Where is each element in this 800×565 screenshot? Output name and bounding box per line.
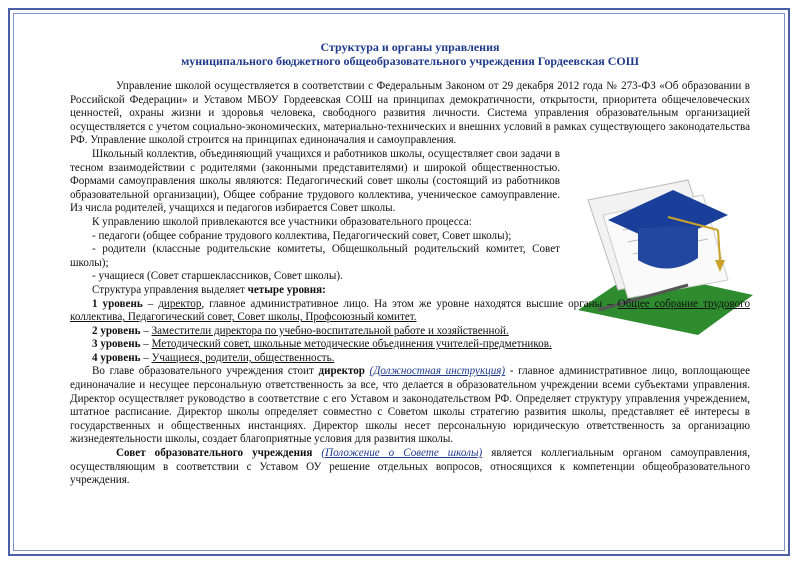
deputies-link[interactable]: Заместители директора по учебно-воспитательной работе и хозяйственной.: [151, 324, 509, 337]
students-item: - учащиеся (Совет старшеклассников, Совет школы).: [92, 270, 343, 283]
participants-paragraph: К управлению школой привлекаются все участники образовательного процесса:: [92, 215, 472, 228]
council-regulation-link[interactable]: (Положение о Совете школы): [321, 447, 483, 460]
council-paragraph: Совет образовательного учреждения (Положение о Совете школы) является коллегиальным органом самоуправления, осуществляющим в соответствии с Уставом ОУ решение отдельных вопросов, относящихся к компетенции общеобразовательного учреждения.: [70, 447, 750, 487]
teachers-item: - педагоги (общее собрание трудового коллектива, Педагогический совет, Совет школы);: [92, 229, 512, 242]
page-title: [70, 40, 750, 68]
title-line-1: Структура и органы управления: [320, 40, 500, 54]
four-levels: четыре уровня:: [247, 283, 326, 296]
job-description-link[interactable]: (Должностная инструкция): [369, 365, 506, 378]
director-link[interactable]: директор: [158, 297, 202, 310]
structure-line: Структура управления выделяет четыре уровня:: [92, 283, 326, 296]
collective-paragraph: Школьный коллектив, объединяющий учащихся и работников школы, осуществляет свои задачи в тесном взаимодействии с родителями (законными представителями) и широкой общественностью. Формами самоуправления школы являются: Педагогический совет школы (состоящий из работников образовательной организации), Общее собрание трудового коллектива, ученическое самоуправление. Из числа родителей, учащихся и педагогов избирается Совет школы.: [70, 147, 560, 215]
level-4: 4 уровень – Учащиеся, родители, общественность.: [92, 351, 335, 364]
methodical-council-link[interactable]: Методический совет, школьные методические объединения учителей-предметников.: [151, 338, 552, 351]
intro-paragraph: Управление школой осуществляется в соответствии с Федеральным Законом от 29 декабря 2012 года № 273-ФЗ «Об образовании в Российской Федерации» и Уставом МБОУ Гордеевская СОШ на принципах демократичности, открытости, приоритета общечеловеческих ценностей, охраны жизни и здоровья человека, свободного развития личности. Система управления образовательным организацией осуществляется с учетом социально-экономических, материально-технических и внешних условий в рамках существующего законодательства РФ. Управление школой строится на принципах единоначалия и самоуправления.: [70, 80, 750, 147]
title-line-2: муниципального бюджетного общеобразовательного учреждения Гордеевская СОШ: [181, 54, 639, 68]
level-2: 2 уровень – Заместители директора по учебно-воспитательной работе и хозяйственной.: [92, 324, 509, 337]
students-parents-link[interactable]: Учащиеся, родители, общественность.: [151, 351, 335, 364]
level-1-bodies-link[interactable]: Общее собрание трудового коллектива, Педагогический совет, Совет школы, Профсоюзный комитет.: [70, 297, 751, 324]
level-1: 1 уровень – директор, главное административное лицо. На этом же уровне находятся высшие органы – Общее собрание трудового коллектива, Педагогический совет, Совет школы, Профсоюзный комитет.: [70, 297, 751, 324]
document-body: [70, 40, 750, 488]
director-paragraph: Во главе образовательного учреждения стоит директор (Должностная инструкция) - главное административное лицо, воплощающее единоначалие и несущее персональную ответственность за все, что делается в образовательном учреждении всеми субъектами управления. Директор осуществляет руководство в соответствие с его Уставом и законодательством РФ. Определяет структуру управления учреждением, штатное расписание. Директор школы определяет совместно с Советом школы стратегию развития школы, представляет её интересы в государственных и общественных инстанциях. Директор школы несет персональную юридическую ответственность за организацию жизнедеятельности школы, создает благоприятные условия для развития школы.: [70, 365, 750, 446]
parents-item: - родители (классные родительские комитеты, Общешкольный родительский комитет, Совет школы);: [70, 243, 560, 269]
level-3: 3 уровень – Методический совет, школьные методические объединения учителей-предметников.: [92, 338, 552, 351]
